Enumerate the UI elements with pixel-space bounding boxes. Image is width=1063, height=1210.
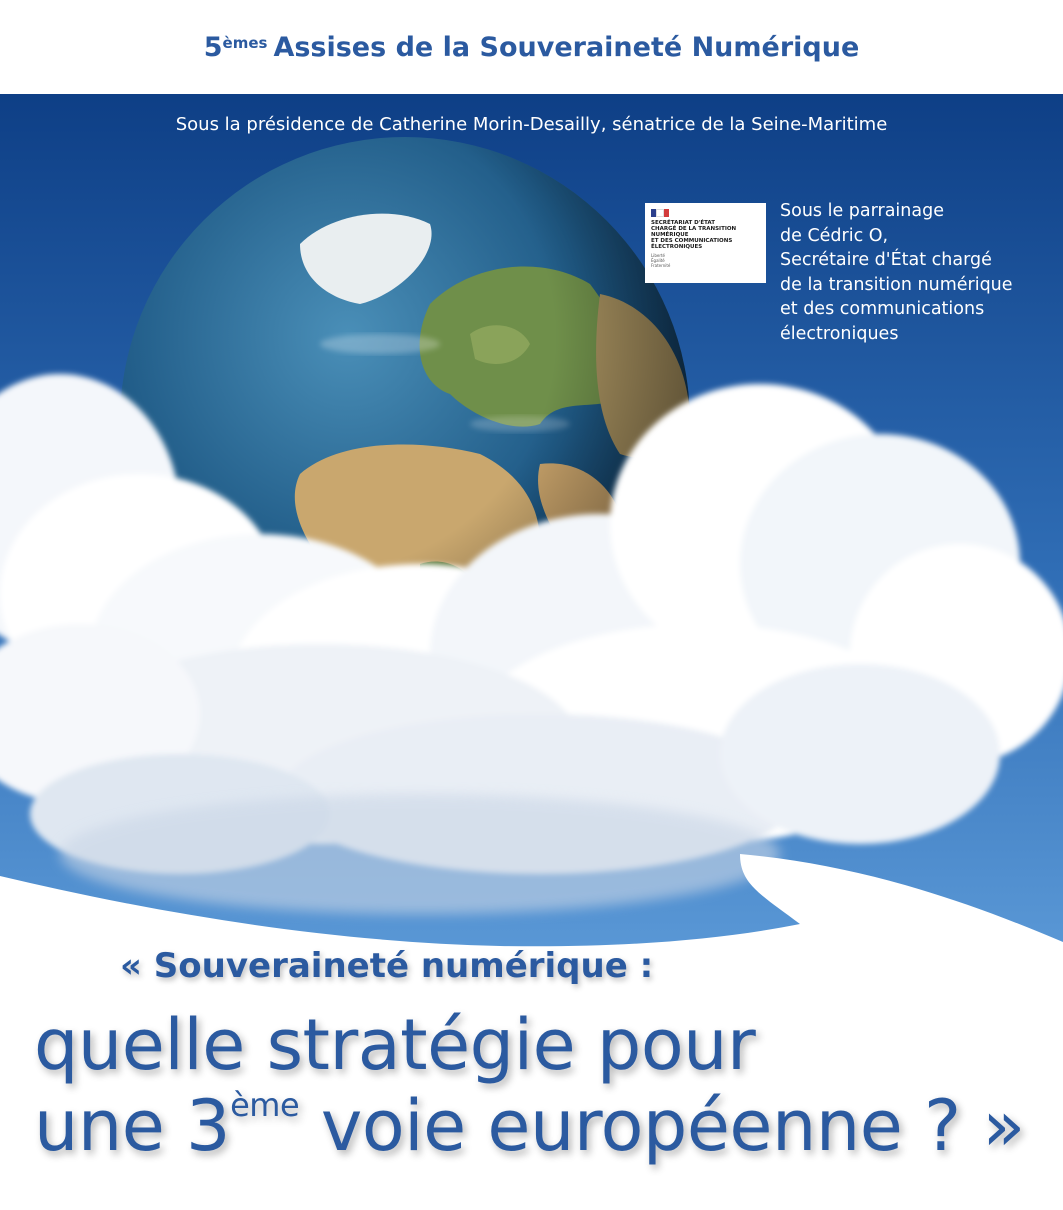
parrainage-line: Sous le parrainage (780, 201, 944, 221)
edition-suffix: èmes (222, 34, 268, 52)
motto-line: Fraternité (651, 263, 671, 268)
title-part: une 3 (34, 1085, 231, 1167)
edition-number: 5 (203, 31, 223, 63)
motto-line: Égalité (651, 258, 665, 263)
main-title-line3 (34, 1085, 1025, 1167)
parrainage-line: et des communications (780, 299, 985, 319)
event-title (0, 0, 1063, 94)
event-name: Assises de la Souveraineté Numérique (273, 31, 860, 63)
presidence-text: Sous la présidence de Catherine Morin-Desailly, sénatrice de la Seine-Maritime (175, 114, 888, 135)
title-superscript: ème (230, 1085, 300, 1124)
ministry-logo (645, 203, 766, 283)
logo-line: ÉLECTRONIQUES (651, 244, 703, 250)
flag-stripe-white (656, 209, 663, 217)
motto-line: Liberté (651, 253, 666, 258)
parrainage-text (780, 199, 1050, 346)
parrainage-line: Secrétaire d'État chargé (780, 250, 992, 270)
flag-stripe-red (664, 209, 669, 217)
parrainage-line: de la transition numérique (780, 274, 1013, 295)
logo-line: SECRÉTARIAT D'ÉTAT (651, 220, 716, 226)
logo-line: CHARGÉ DE LA TRANSITION (651, 226, 737, 232)
logo-motto (651, 253, 760, 268)
french-flag-icon (651, 209, 669, 217)
logo-line: ET DES COMMUNICATIONS (651, 238, 733, 244)
main-title-line1: « Souveraineté numérique : (120, 946, 654, 986)
title-part: voie européenne ? » (299, 1085, 1025, 1167)
parrainage-line: de Cédric O, (780, 225, 889, 246)
parrainage-line: électroniques (780, 323, 899, 344)
logo-line: NUMÉRIQUE (651, 232, 689, 238)
main-title-line2: quelle stratégie pour (34, 1004, 756, 1086)
